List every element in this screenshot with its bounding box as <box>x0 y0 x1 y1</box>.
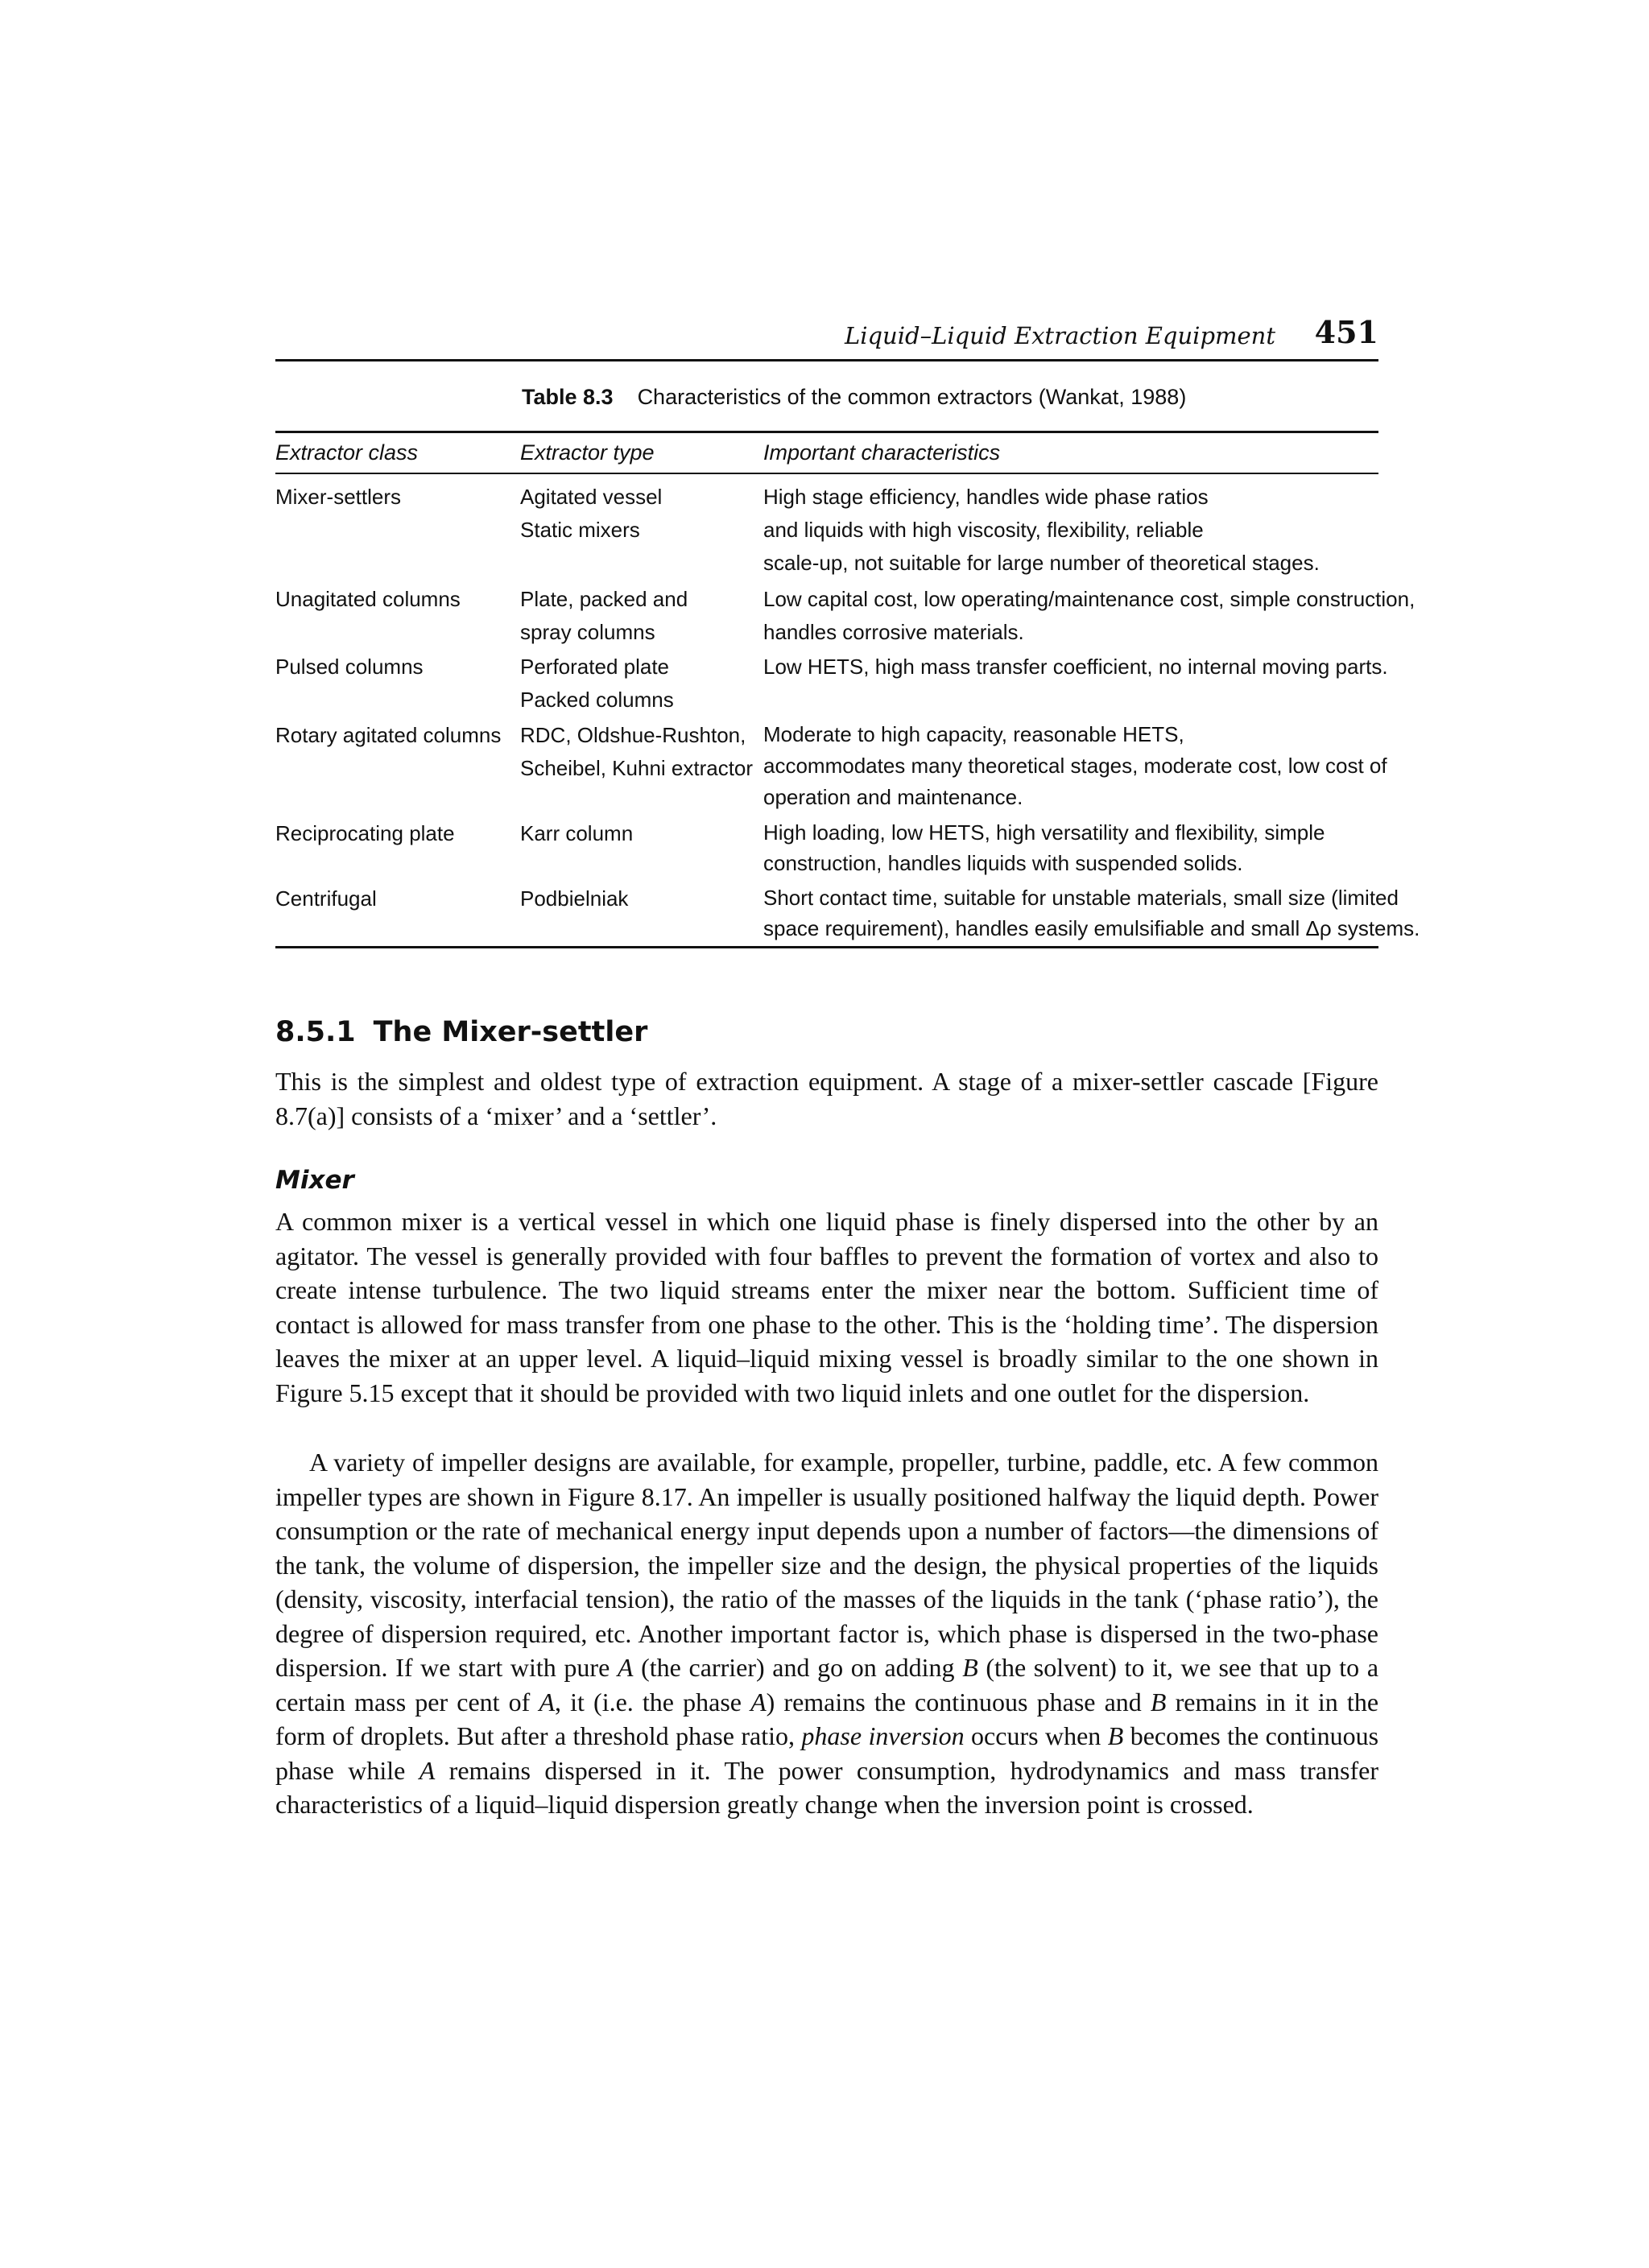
table-cell-class: Rotary agitated columns <box>275 723 502 747</box>
mixer-paragraph: A common mixer is a vertical vessel in which one liquid phase is finely dispersed into the other by an agitator. The vessel is generally provided with four baffles to prevent the formation of vortex and also to create intense turbulence. The two liquid streams enter the mixer near the bottom. Sufficient time of contact is allowed for mass transfer from one phase to the other. This is the ‘holding time’. The dispersion leaves the mixer at an upper level. A liquid–liquid mixing vessel is broadly similar to the one shown in Figure 5.15 except that it should be provided with two liquid inlets and one outlet for the dispersion. <box>275 1207 1378 1407</box>
table-cell-class: Unagitated columns <box>275 587 461 611</box>
phase-inversion-term: phase inversion <box>801 1721 965 1750</box>
table-cell-characteristics: Low HETS, high mass transfer coefficient, no internal moving parts. <box>763 655 1388 679</box>
intro-paragraph: This is the simplest and oldest type of extraction equipment. A stage of a mixer-settler cascade [Figure 8.7(a)] consists of a ‘mixer’ and a ‘settler’. <box>275 1067 1378 1130</box>
table-cell-characteristics: Short contact time, suitable for unstable materials, small size (limited space requirement), handles easily emulsifiable and small Δρ systems. <box>763 886 1420 940</box>
table-header-extractor-class: Extractor class <box>275 440 419 465</box>
table-cell-type: Podbielniak <box>520 886 629 911</box>
table-cell-type: Plate, packed and spray columns <box>520 587 688 644</box>
table-caption-text: Characteristics of the common extractors (Wankat, 1988) <box>637 385 1187 409</box>
table-cell-characteristics: High loading, low HETS, high versatility and flexibility, simple construction, handles liquids with suspended solids. <box>763 820 1325 875</box>
running-head <box>275 314 1378 361</box>
table-cell-characteristics: Moderate to high capacity, reasonable HETS, accommodates many theoretical stages, moderate cost, low cost of operation and maintenance. <box>763 722 1387 809</box>
table-header-characteristics: Important characteristics <box>763 440 1001 465</box>
table-header-rule <box>275 473 1378 474</box>
table-bottom-rule <box>275 946 1378 948</box>
page-number: 451 <box>1314 314 1378 350</box>
section-number: 8.5.1 <box>275 1016 356 1048</box>
table-caption <box>522 385 1186 410</box>
table-cell-type: Agitated vessel Static mixers <box>520 485 663 542</box>
table-cell-type: Perforated plate Packed columns <box>520 655 674 712</box>
table-cell-class: Centrifugal <box>275 886 377 911</box>
table-cell-class: Reciprocating plate <box>275 821 455 845</box>
table-cell-characteristics: Low capital cost, low operating/maintenance cost, simple construction, handles corrosive materials. <box>763 587 1415 644</box>
table-header-extractor-type: Extractor type <box>520 440 655 465</box>
table-cell-class: Mixer-settlers <box>275 485 402 509</box>
section-heading <box>275 1016 647 1048</box>
table-cell-type: Karr column <box>520 821 634 845</box>
table-top-rule <box>275 431 1378 433</box>
section-title: The Mixer-settler <box>373 1016 648 1048</box>
table-cell-type: RDC, Oldshue-Rushton, Scheibel, Kuhni extractor <box>520 723 754 780</box>
impeller-paragraph: A variety of impeller designs are available, for example, propeller, turbine, paddle, etc. A few common impeller types are shown in Figure 8.17. An impeller is usually positioned halfway the liquid depth. Power consumption or the rate of mechanical energy input depends upon a number of factors—the dimensions of the tank, the volume of dispersion, the impeller size and the design, the physical properties of the liquids (density, viscosity, interfacial tension), the ratio of the masses of the liquids in the tank (‘phase ratio’), the degree of dispersion required, etc. Another important factor is, which phase is dispersed in the two-phase dispersion. If we start with pure A (the carrier) and go on adding B (the solvent) to it, we see that up to a certain mass per cent of A, it (i.e. the phase A) remains the continuous phase and B remains in it in the form of droplets. But after a threshold phase ratio, phase inversion occurs when B becomes the continuous phase while A remains dispersed in it. The power consumption, hydrodynamics and mass transfer characteristics of a liquid–liquid dispersion greatly change when the inversion point is crossed. <box>275 1448 1379 1819</box>
subheading-mixer: Mixer <box>275 1166 354 1195</box>
table-cell-class: Pulsed columns <box>275 655 424 679</box>
table-cell-characteristics: High stage efficiency, handles wide phase ratios and liquids with high viscosity, flexibility, reliable scale-up, not suitable for large number of theoretical stages. <box>763 485 1320 575</box>
running-title: Liquid–Liquid Extraction Equipment <box>844 322 1275 349</box>
table-label: Table 8.3 <box>522 385 614 409</box>
